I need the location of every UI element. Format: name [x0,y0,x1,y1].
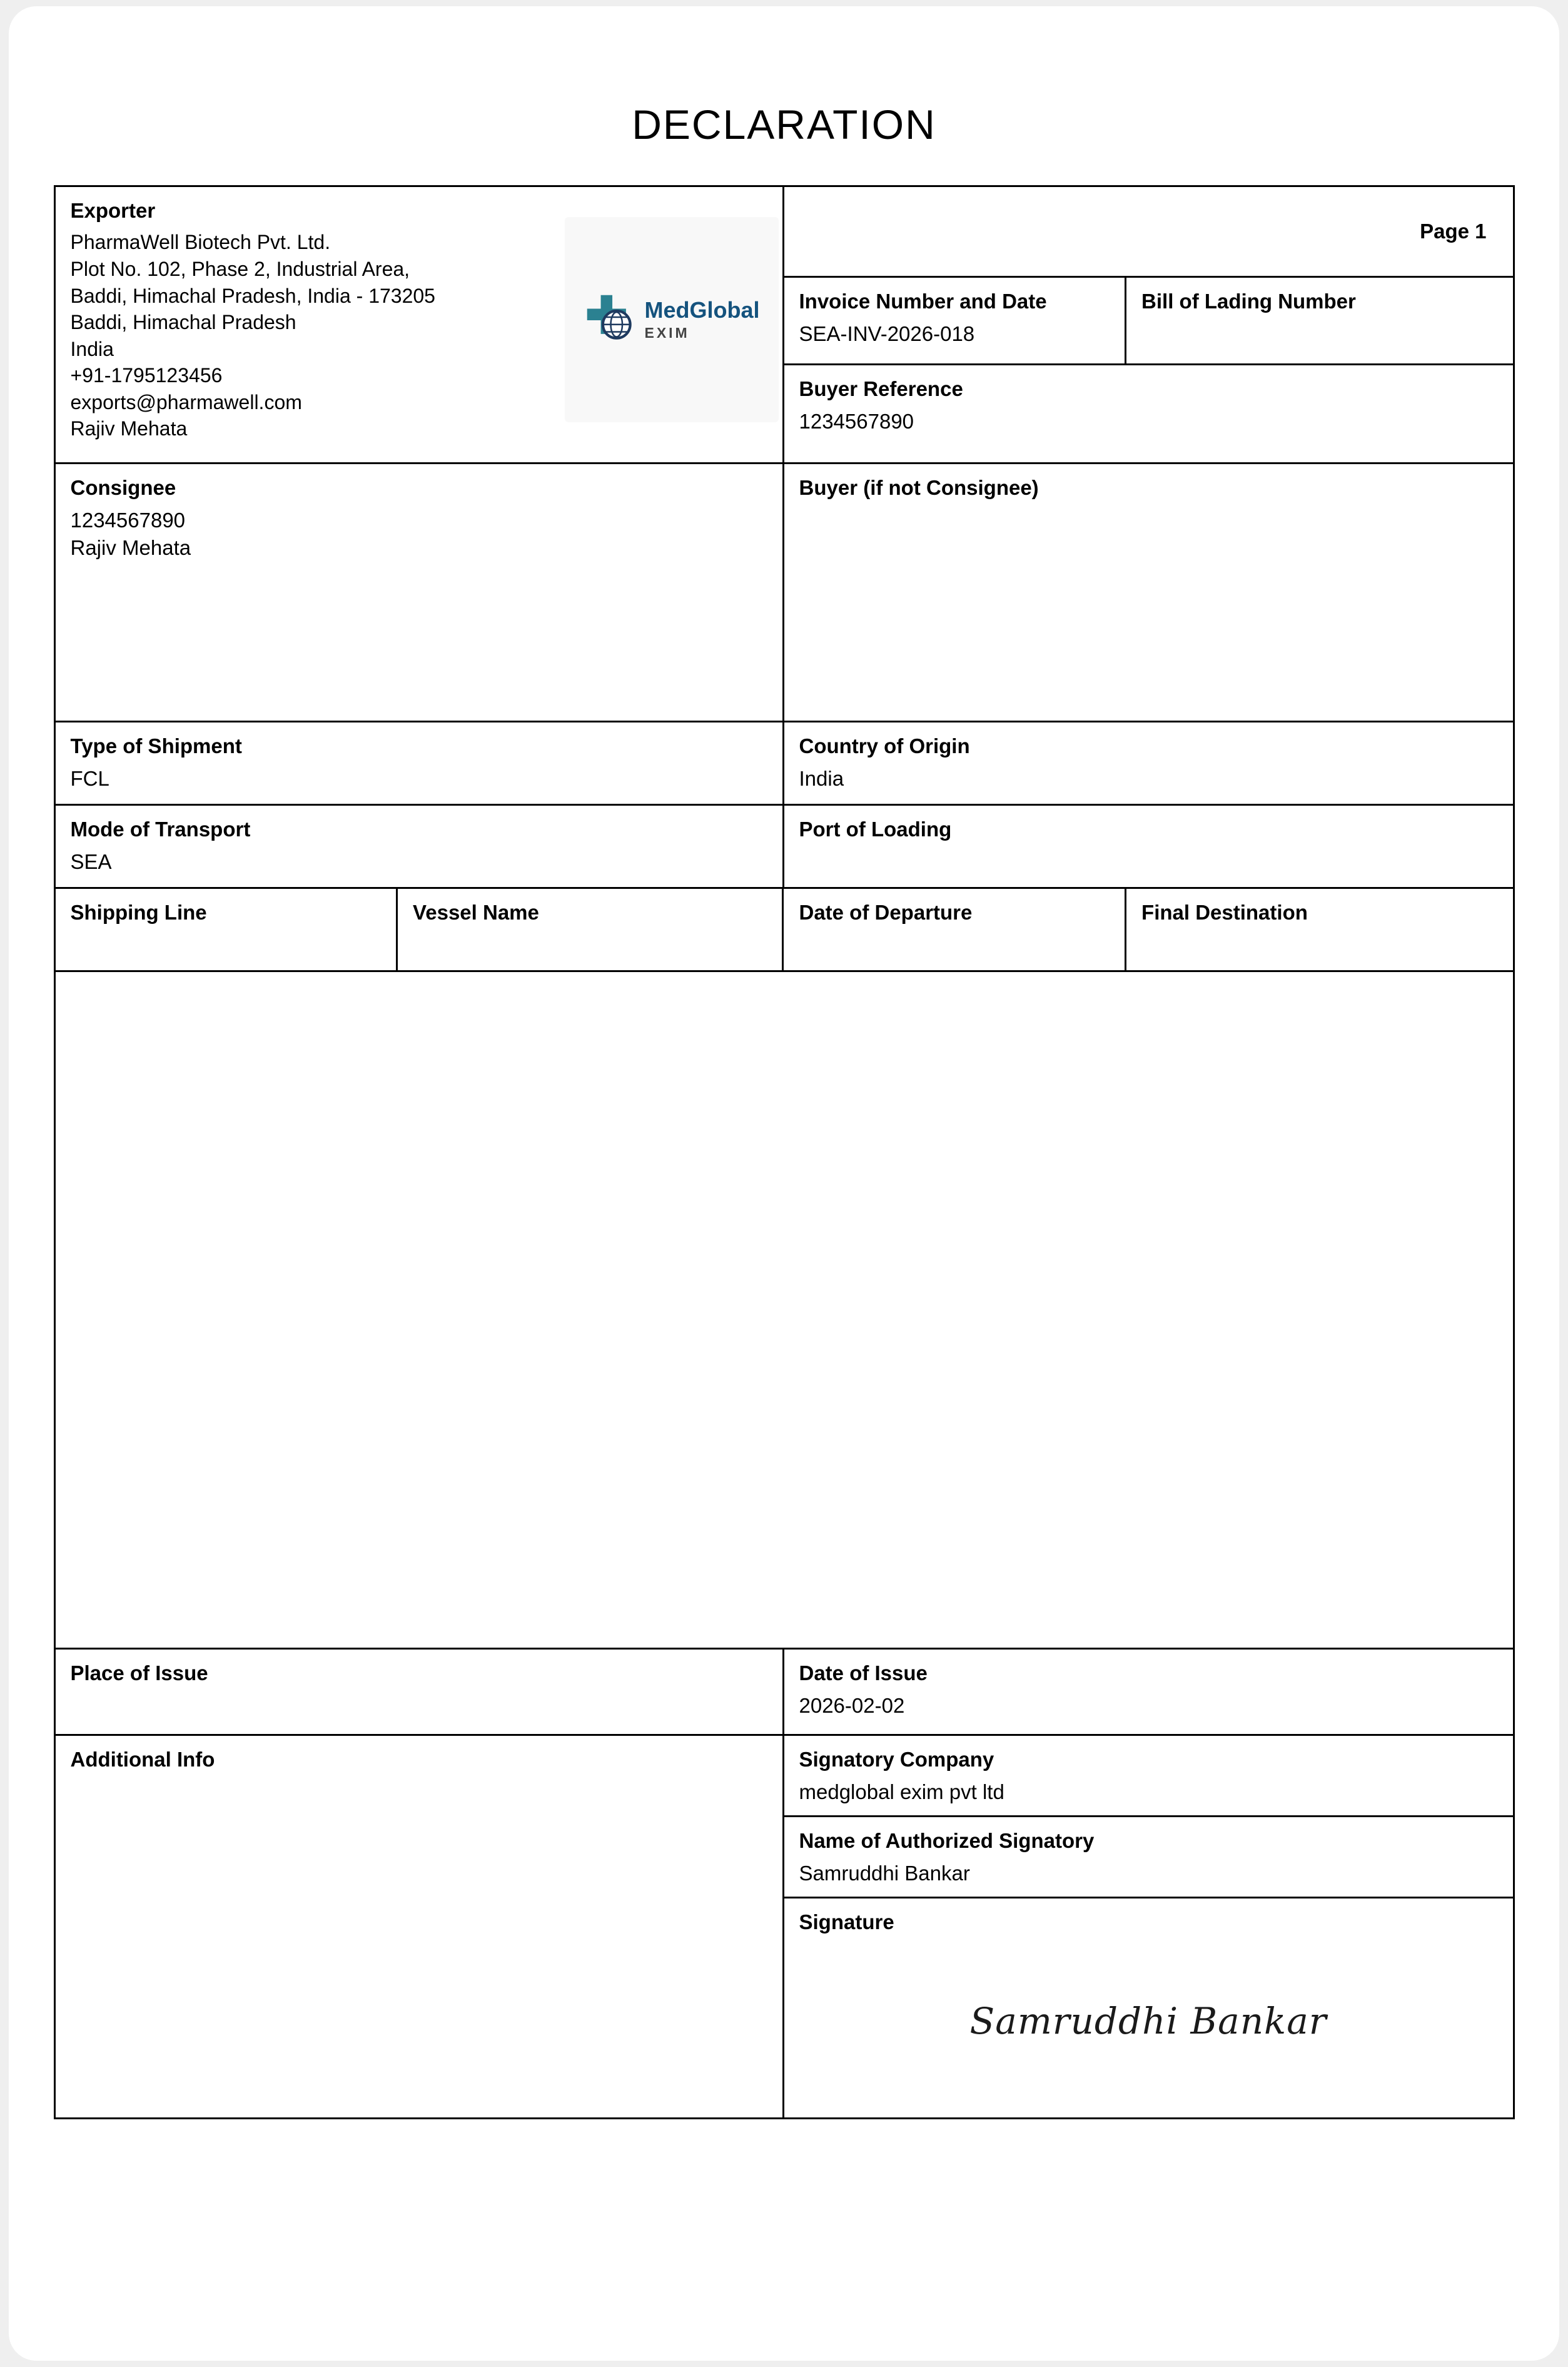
mode-of-transport-field [56,806,784,887]
buyer-section [784,464,1513,721]
buyer-reference-field [784,365,1513,462]
logo-brand-text: MedGlobal [644,297,760,323]
exporter-section [56,187,784,462]
final-destination-label: Final Destination [1141,900,1308,924]
exporter-line: India [70,337,114,360]
invoice-number-field [784,278,1127,363]
exporter-line: Baddi, Himachal Pradesh, India - 173205 [70,284,435,307]
date-of-departure-field [784,889,1126,970]
company-logo [565,217,779,422]
place-of-issue-label: Place of Issue [70,1661,208,1685]
medglobal-cross-globe-icon [583,291,635,348]
document-page [9,6,1559,2361]
exporter-company: PharmaWell Biotech Pvt. Ltd. [70,231,331,254]
logo-wordmark [644,298,759,342]
consignee-row [56,462,1513,721]
port-of-loading-label: Port of Loading [799,817,952,841]
page-number: Page 1 [784,187,1513,278]
port-of-loading-field [784,806,1513,887]
additional-info-field [56,1736,784,2117]
shipping-headers-row [56,887,1513,970]
invoice-bol-row [784,278,1513,365]
place-of-issue-field [56,1650,784,1734]
bill-of-lading-label: Bill of Lading Number [1141,289,1356,313]
buyer-reference-value: 1234567890 [799,410,914,433]
signatory-row [56,1734,1513,2117]
consignee-reference: 1234567890 [70,509,186,532]
vessel-name-field [398,889,784,970]
exporter-contact-name: Rajiv Mehata [70,417,188,440]
invoice-number-label: Invoice Number and Date [799,289,1047,313]
consignee-label: Consignee [70,475,176,499]
exporter-email: exports@pharmawell.com [70,390,302,413]
additional-info-label: Additional Info [70,1747,215,1771]
country-of-origin-value: India [799,767,844,791]
consignee-name: Rajiv Mehata [70,536,191,560]
page-title: DECLARATION [632,101,936,148]
country-of-origin-field [784,722,1513,804]
signatory-company-label: Signatory Company [799,1747,994,1771]
authorized-signatory-value: Samruddhi Bankar [799,1862,970,1885]
signatory-company-field [784,1736,1513,1817]
issue-row [56,1648,1513,1734]
signature-label: Signature [799,1910,894,1934]
declaration-form [54,185,1515,2119]
exporter-line: Baddi, Himachal Pradesh [70,311,296,334]
date-of-issue-value: 2026-02-02 [799,1694,905,1718]
exporter-phone: +91-1795123456 [70,364,223,387]
shipping-line-field [56,889,398,970]
vessel-name-label: Vessel Name [413,900,539,924]
transport-row [56,804,1513,887]
type-of-shipment-field [56,722,784,804]
header-right-stack [784,187,1513,462]
logo-sub-text: EXIM [644,324,690,341]
shipment-type-row [56,721,1513,804]
invoice-number-value: SEA-INV-2026-018 [799,322,975,346]
authorized-signatory-label: Name of Authorized Signatory [799,1828,1095,1852]
signatory-company-value: medglobal exim pvt ltd [799,1780,1004,1804]
signatory-stack [784,1736,1513,2117]
buyer-label: Buyer (if not Consignee) [799,475,1039,499]
type-of-shipment-value: FCL [70,767,109,791]
mode-of-transport-value: SEA [70,850,112,874]
signature-field [784,1898,1513,2117]
shipping-line-label: Shipping Line [70,900,207,924]
date-of-issue-field [784,1650,1513,1734]
goods-body-empty [56,970,1513,1648]
country-of-origin-label: Country of Origin [799,734,970,758]
consignee-section [56,464,784,721]
final-destination-field [1126,889,1512,970]
signature-script: Samruddhi Bankar [969,2000,1327,2043]
buyer-reference-label: Buyer Reference [799,377,963,400]
bill-of-lading-field [1126,278,1512,363]
exporter-line: Plot No. 102, Phase 2, Industrial Area, [70,258,410,281]
authorized-signatory-field [784,1817,1513,1898]
mode-of-transport-label: Mode of Transport [70,817,251,841]
header-row [56,187,1513,462]
date-of-issue-label: Date of Issue [799,1661,928,1685]
date-of-departure-label: Date of Departure [799,900,973,924]
exporter-label: Exporter [70,198,156,222]
type-of-shipment-label: Type of Shipment [70,734,242,758]
